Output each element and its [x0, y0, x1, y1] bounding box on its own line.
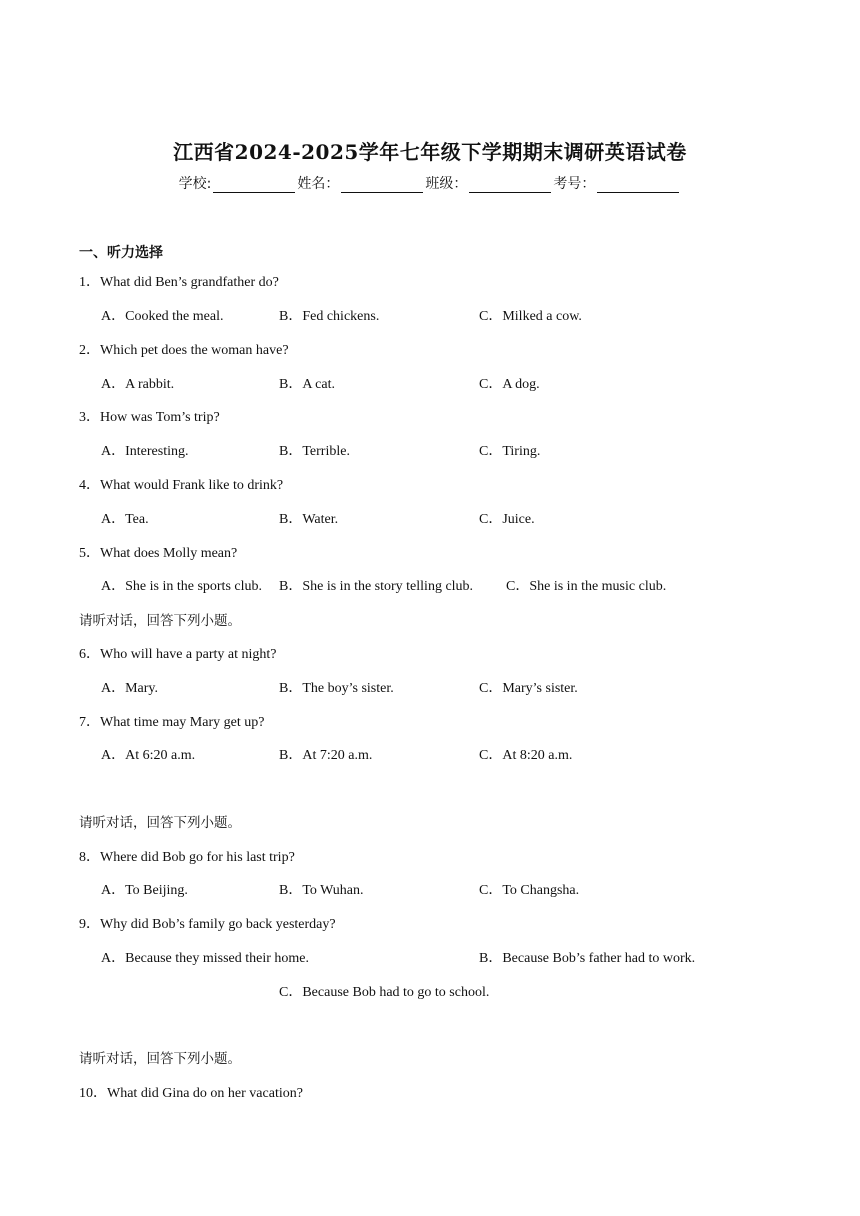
q4-option-c: C．Juice.: [479, 512, 535, 527]
q5-option-a: A．She is in the sports club.: [101, 579, 262, 594]
q2-option-b: B．A cat.: [279, 377, 335, 392]
question-8: 8．Where did Bob go for his last trip?: [79, 850, 295, 865]
q6-option-a: A．Mary.: [101, 681, 159, 696]
q8-option-a: A．To Beijing.: [101, 883, 188, 898]
q3-option-a: A．Interesting.: [101, 444, 189, 459]
q4-option-a: A．Tea.: [101, 512, 149, 527]
class-blank[interactable]: [469, 178, 551, 193]
name-label: 姓名：: [297, 176, 340, 192]
question-6: 6．Who will have a party at night?: [79, 647, 277, 662]
listening-note-3: 请听对话，回答下列小题。: [79, 1051, 241, 1067]
question-9: 9．Why did Bob’s family go back yesterday?: [79, 917, 336, 932]
exam-title: 江西省2024-2025学年七年级下学期期末调研英语试卷: [173, 140, 687, 164]
q6-option-c: C．Mary’s sister.: [479, 681, 578, 696]
q8-option-b: B．To Wuhan.: [279, 883, 364, 898]
q3-option-b: B．Terrible.: [279, 444, 350, 459]
question-7: 7．What time may Mary get up?: [79, 715, 265, 730]
question-10: 10．What did Gina do on her vacation?: [79, 1086, 303, 1101]
q7-option-c: C．At 8:20 a.m.: [479, 748, 573, 763]
id-label: 考号：: [553, 176, 596, 192]
q1-option-a: A．Cooked the meal.: [101, 309, 224, 324]
q1-option-c: C．Milked a cow.: [479, 309, 582, 324]
q2-option-c: C．A dog.: [479, 377, 540, 392]
question-4: 4．What would Frank like to drink?: [79, 478, 284, 493]
question-5: 5．What does Molly mean?: [79, 546, 238, 561]
section-heading: 一、听力选择: [79, 245, 163, 261]
q5-option-b: B．She is in the story telling club.: [279, 579, 474, 594]
q3-option-c: C．Tiring.: [479, 444, 541, 459]
q9-option-b: B．Because Bob’s father had to work.: [479, 951, 696, 966]
school-label: 学校:: [178, 176, 212, 192]
q9-option-a: A．Because they missed their home.: [101, 951, 310, 966]
school-blank[interactable]: [213, 178, 295, 193]
question-1: 1．What did Ben’s grandfather do?: [79, 275, 279, 290]
q4-option-b: B．Water.: [279, 512, 339, 527]
student-info-line: [0, 173, 860, 193]
class-label: 班级：: [425, 176, 468, 192]
name-blank[interactable]: [341, 178, 423, 193]
q7-option-a: A．At 6:20 a.m.: [101, 748, 196, 763]
q7-option-b: B．At 7:20 a.m.: [279, 748, 373, 763]
q9-option-c: C．Because Bob had to go to school.: [279, 985, 490, 1000]
question-2: 2．Which pet does the woman have?: [79, 343, 289, 358]
listening-note-1: 请听对话，回答下列小题。: [79, 613, 241, 629]
id-blank[interactable]: [597, 178, 679, 193]
q8-option-c: C．To Changsha.: [479, 883, 580, 898]
q2-option-a: A．A rabbit.: [101, 377, 175, 392]
q6-option-b: B．The boy’s sister.: [279, 681, 394, 696]
listening-note-2: 请听对话，回答下列小题。: [79, 815, 241, 831]
q5-option-c: C．She is in the music club.: [506, 579, 667, 594]
question-3: 3．How was Tom’s trip?: [79, 410, 220, 425]
q1-option-b: B．Fed chickens.: [279, 309, 380, 324]
